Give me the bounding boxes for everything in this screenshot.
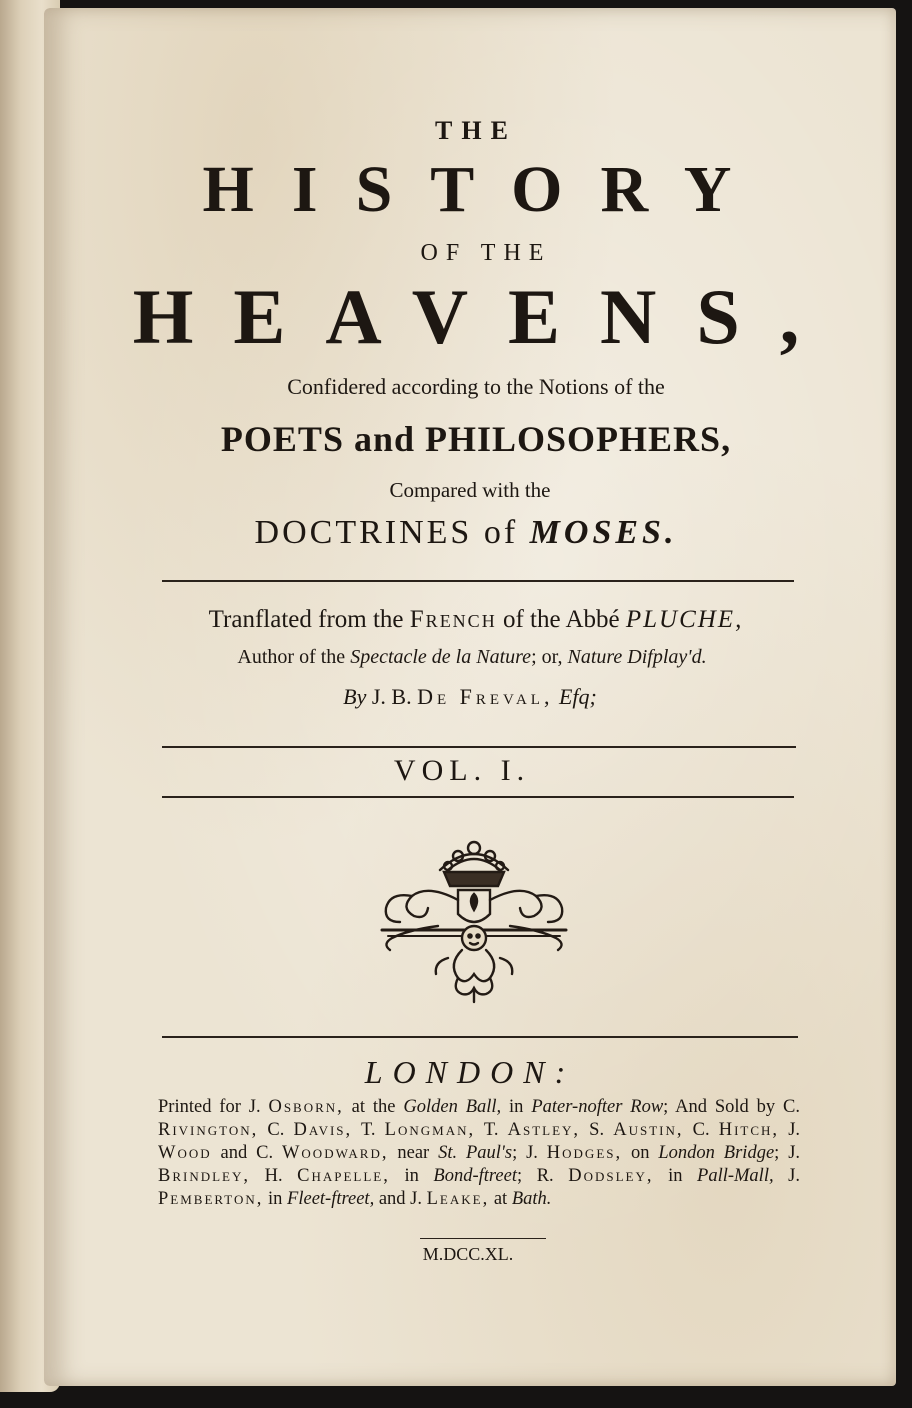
rule-divider bbox=[162, 796, 794, 798]
title-heavens: HEAVENS, bbox=[132, 273, 840, 360]
volume-number: VOL. I. bbox=[393, 754, 531, 787]
imprint-text: C. bbox=[258, 1120, 294, 1140]
bookseller-name: Leake, bbox=[426, 1189, 490, 1209]
imprint-text: ; J. bbox=[774, 1143, 801, 1163]
bookseller-name: Rivington, bbox=[158, 1120, 259, 1140]
imprint-text: in bbox=[501, 1097, 532, 1117]
bookseller-name: Chapelle, bbox=[297, 1166, 390, 1186]
subtitle-considered: Confidered according to the Notions of the bbox=[287, 374, 665, 399]
street-name: Pall-Mall, bbox=[697, 1166, 774, 1186]
fleur-de-lis-ornament-icon bbox=[378, 834, 570, 1004]
imprint-text: in bbox=[653, 1166, 698, 1186]
imprint-text: near bbox=[388, 1143, 439, 1163]
place-name: Bath. bbox=[511, 1189, 552, 1209]
printer-name: Osborn, bbox=[268, 1097, 344, 1117]
rule-divider bbox=[162, 1036, 798, 1038]
translator-surname: De Freval, bbox=[417, 684, 554, 709]
bookseller-name: Hodges, bbox=[546, 1143, 623, 1163]
subtitle-compared: Compared with the bbox=[389, 478, 551, 502]
translator-initials: J. B. bbox=[366, 684, 418, 709]
pluche: PLUCHE, bbox=[625, 606, 744, 633]
translated-prefix: Tranflated from the bbox=[208, 606, 410, 633]
imprint-text: J. bbox=[773, 1166, 800, 1186]
title-the: THE bbox=[435, 116, 517, 145]
imprint-text: and C. bbox=[211, 1143, 282, 1163]
moses: MOSES. bbox=[529, 514, 678, 551]
imprint-text: at the bbox=[343, 1097, 404, 1117]
imprint-text: in bbox=[263, 1189, 288, 1209]
doctrines-prefix: DOCTRINES of bbox=[254, 514, 530, 551]
imprint-text: on bbox=[622, 1143, 659, 1163]
imprint-text: ; R. bbox=[516, 1166, 569, 1186]
place-name: St. Paul's bbox=[438, 1143, 513, 1163]
bookseller-name: Woodward, bbox=[281, 1143, 389, 1163]
bookseller-name: Austin, bbox=[613, 1120, 684, 1140]
spectacle-title: Spectacle de la Nature bbox=[350, 646, 532, 668]
subtitle-poets-philosophers: POETS and PHILOSOPHERS, bbox=[220, 419, 732, 459]
bookseller-name: Longman, bbox=[384, 1120, 476, 1140]
bookseller-name: Pemberton, bbox=[158, 1189, 264, 1209]
place-name: London Bridge bbox=[658, 1143, 775, 1163]
imprint-text: C. bbox=[683, 1120, 719, 1140]
street-name: Bond-ftreet bbox=[433, 1166, 517, 1186]
rule-divider bbox=[420, 1238, 546, 1239]
subtitle-doctrines bbox=[0, 514, 912, 552]
bookseller-name: Astley, bbox=[507, 1120, 581, 1140]
nature-displayd-title: Nature Difplay'd. bbox=[567, 646, 707, 668]
imprint-text: ; J. bbox=[512, 1143, 547, 1163]
bookseller-name: Davis, bbox=[293, 1120, 353, 1140]
street-name: Pater-nofter Row bbox=[531, 1097, 664, 1117]
bookseller-name: Brindley, bbox=[158, 1166, 251, 1186]
imprint-text: Printed for J. bbox=[158, 1097, 269, 1117]
bookseller-name: Dodsley, bbox=[568, 1166, 654, 1186]
imprint-text: H. bbox=[250, 1166, 298, 1186]
imprint-text: in bbox=[389, 1166, 434, 1186]
imprint-text: T. bbox=[475, 1120, 508, 1140]
imprint-text: J. bbox=[779, 1120, 801, 1140]
imprint-paragraph bbox=[158, 1096, 800, 1211]
bookseller-name: Wood bbox=[158, 1143, 212, 1163]
translated-line bbox=[0, 606, 912, 634]
imprint-text: at bbox=[489, 1189, 512, 1209]
imprint-text: ; And Sold by C. bbox=[663, 1097, 801, 1117]
author-line bbox=[0, 646, 912, 669]
esquire: Efq; bbox=[553, 684, 597, 709]
by-word: By bbox=[343, 684, 367, 709]
title-of-the: OF THE bbox=[420, 240, 552, 266]
shop-sign: Golden Ball, bbox=[403, 1097, 502, 1117]
imprint-text: S. bbox=[580, 1120, 614, 1140]
imprint-text: and J. bbox=[374, 1189, 427, 1209]
french: French bbox=[409, 606, 497, 633]
imprint-text: T. bbox=[352, 1120, 385, 1140]
title-history: HISTORY bbox=[202, 153, 770, 226]
translated-mid: of the Abbé bbox=[496, 606, 626, 633]
author-prefix: Author of the bbox=[237, 646, 351, 668]
imprint-city: LONDON: bbox=[364, 1054, 576, 1090]
publication-date: M.DCC.XL. bbox=[422, 1244, 514, 1264]
rule-divider bbox=[162, 746, 796, 748]
street-name: Fleet-ftreet, bbox=[287, 1189, 375, 1209]
author-mid: ; or, bbox=[531, 646, 568, 668]
bookseller-name: Hitch, bbox=[718, 1120, 780, 1140]
translator-line bbox=[0, 684, 912, 710]
rule-divider bbox=[162, 580, 794, 582]
